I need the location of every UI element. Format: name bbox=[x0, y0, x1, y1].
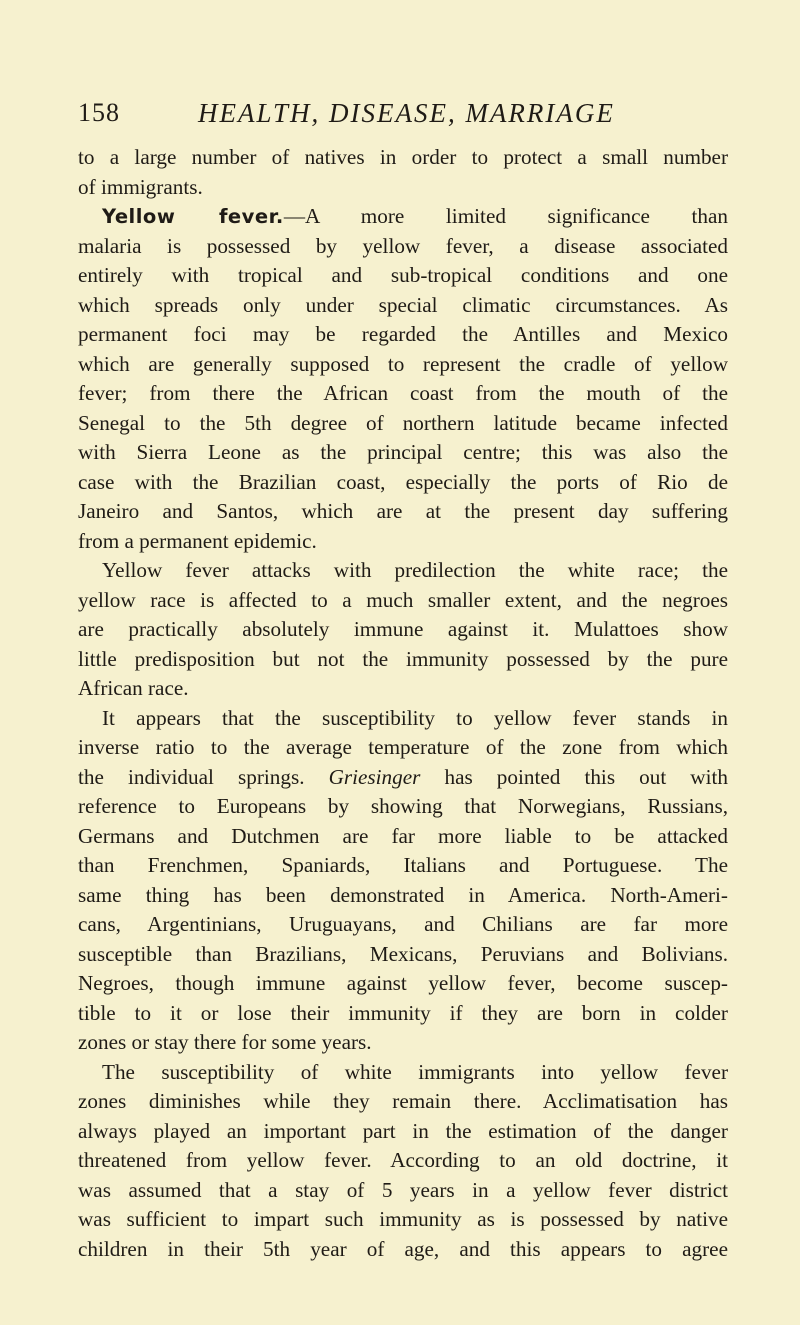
text-line: inverse ratio to the average temperature of the zone from which bbox=[78, 735, 728, 759]
text-line: It appears that the susceptibility to yellow fever stands in bbox=[102, 705, 728, 730]
text-line: little predisposition but not the immunity possessed by the pure bbox=[78, 646, 728, 671]
text-line: reference to Europeans by showing that Norwegians, Russians, bbox=[78, 794, 728, 818]
text-line: Janeiro and Santos, which are at the present day suffering bbox=[78, 499, 728, 523]
text-line: permanent foci may be regarded the Antilles and Mexico bbox=[78, 322, 728, 346]
text-run: the individual springs. bbox=[78, 764, 329, 789]
text-line: from a permanent epidemic. bbox=[78, 528, 317, 553]
text-line: which are generally supposed to represent the cradle of yellow bbox=[78, 351, 728, 376]
page-header bbox=[78, 98, 728, 138]
text-line: than Frenchmen, Spaniards, Italians and Portuguese. The bbox=[78, 853, 728, 877]
text-line: case with the Brazilian coast, especially the ports of Rio de bbox=[78, 469, 728, 494]
running-title: HEALTH, DISEASE, MARRIAGE bbox=[198, 98, 615, 128]
section-heading-line bbox=[78, 202, 728, 232]
page-number: 158 bbox=[78, 98, 120, 127]
text-line: of immigrants. bbox=[78, 174, 203, 199]
text-line: zones diminishes while they remain there. Acclimatisation has bbox=[78, 1089, 728, 1113]
text-line: same thing has been demonstrated in America. North-Ameri- bbox=[78, 882, 728, 907]
section-heading: Yellow fever. bbox=[102, 205, 284, 228]
text-line: The susceptibility of white immigrants into yellow fever bbox=[102, 1059, 728, 1084]
text-line: was assumed that a stay of 5 years in a yellow fever district bbox=[78, 1177, 728, 1202]
text-line: malaria is possessed by yellow fever, a disease associated bbox=[78, 233, 728, 258]
text-line: Negroes, though immune against yellow fever, become suscep- bbox=[78, 971, 728, 995]
text-line: African race. bbox=[78, 676, 189, 700]
text-line: to a large number of natives in order to protect a small number bbox=[78, 145, 728, 169]
text-run: —A more limited significance than bbox=[283, 204, 729, 228]
text-line-with-citation bbox=[78, 763, 728, 793]
text-line: which spreads only under special climatic circumstances. As bbox=[78, 292, 728, 317]
text-line: zones or stay there for some years. bbox=[78, 1030, 372, 1054]
text-run: has pointed this out with bbox=[420, 764, 728, 789]
text-line: Yellow fever attacks with predilection the white race; the bbox=[102, 558, 728, 582]
text-line: Senegal to the 5th degree of northern latitude became infected bbox=[78, 410, 728, 435]
text-line: entirely with tropical and sub-tropical conditions and one bbox=[78, 263, 728, 287]
text-line: with Sierra Leone as the principal centre; this was also the bbox=[78, 440, 728, 464]
text-line: Germans and Dutchmen are far more liable to be attacked bbox=[78, 823, 728, 848]
text-line: threatened from yellow fever. According to an old doctrine, it bbox=[78, 1148, 728, 1172]
text-line: always played an important part in the estimation of the danger bbox=[78, 1118, 728, 1143]
text-line: tible to it or lose their immunity if they are born in colder bbox=[78, 1000, 728, 1025]
text-line: susceptible than Brazilians, Mexicans, Peruvians and Bolivians. bbox=[78, 941, 728, 966]
body-text bbox=[78, 143, 728, 1264]
text-line: are practically absolutely immune against it. Mulattoes show bbox=[78, 617, 728, 641]
text-line: cans, Argentinians, Uruguayans, and Chilians are far more bbox=[78, 912, 728, 936]
text-line: was sufficient to impart such immunity as is possessed by native bbox=[78, 1207, 728, 1231]
text-line: fever; from there the African coast from the mouth of the bbox=[78, 381, 728, 405]
cited-author: Griesinger bbox=[328, 764, 421, 789]
text-line: children in their 5th year of age, and this appears to agree bbox=[78, 1236, 728, 1261]
text-line: yellow race is affected to a much smaller extent, and the negroes bbox=[78, 587, 728, 612]
